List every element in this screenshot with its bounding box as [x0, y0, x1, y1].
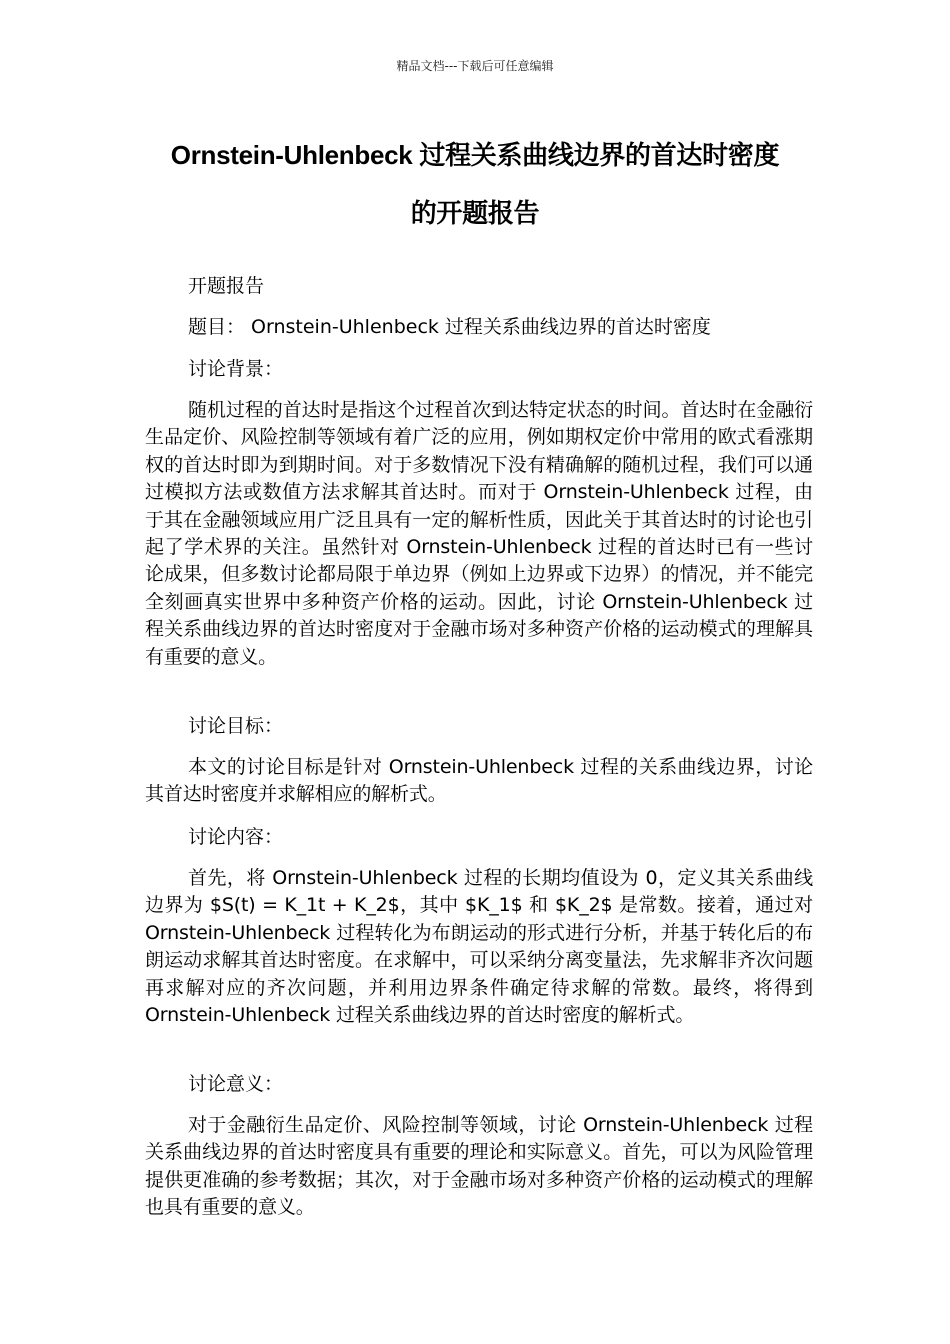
goal-heading: 讨论目标： — [188, 715, 284, 737]
background-paragraph: 随机过程的首达时是指这个过程首次到达特定状态的时间。首达时在金融衍生品定价、风险控制等领域有着广泛的应用，例如期权定价中常用的欧式看涨期权的首达时即为到期时间。对于多数情况下没有精确解的随机过程，我们可以通过模拟方法或数值方法求解其首达时。而对于 Ornstein-Uhlenbeck 过程，由于其在金融领域应用广泛且具有一定的解析性质，因此关于其首达时的讨论也引起了学术界的关注。虽然针对 Ornstein-Uhlenbeck 过程的首达时已有一些讨论成果，但多数讨论都局限于单边界（例如上边界或下边界）的情况，并不能完全刻画真实世界中多种资产价格的运动。因此，讨论 Ornstein-Uhlenbeck 过程关系曲线边界的首达时密度对于金融市场对多种资产价格的运动模式的理解具有重要的意义。 — [145, 399, 813, 668]
goal-paragraph: 本文的讨论目标是针对 Ornstein-Uhlenbeck 过程的关系曲线边界，讨论其首达时密度并求解相应的解析式。 — [145, 756, 813, 806]
document-title-line-1: Ornstein-Uhlenbeck 过程关系曲线边界的首达时密度 — [170, 140, 780, 170]
background-heading: 讨论背景： — [188, 358, 284, 380]
content-heading: 讨论内容： — [188, 826, 284, 848]
significance-heading: 讨论意义： — [188, 1073, 284, 1095]
topic-line: 题目： Ornstein-Uhlenbeck 过程关系曲线边界的首达时密度 — [188, 316, 711, 338]
report-label: 开题报告 — [188, 275, 265, 297]
significance-paragraph: 对于金融衍生品定价、风险控制等领域，讨论 Ornstein-Uhlenbeck 过程关系曲线边界的首达时密度具有重要的理论和实际意义。首先，可以为风险管理提供更准确的参考数据；其次，对于金融市场对多种资产价格的运动模式的理解也具有重要的意义。 — [145, 1114, 813, 1219]
page-header: 精品文档---下载后可任意编辑 — [396, 59, 554, 73]
content-paragraph: 首先，将 Ornstein-Uhlenbeck 过程的长期均值设为 0，定义其关系曲线边界为 $S(t) = K_1t + K_2$，其中 $K_1$ 和 $K_2$ 是常数。接着，通过对 Ornstein-Uhlenbeck 过程转化为布朗运动的形式进行分析，并基于转化后的布朗运动求解其首达时密度。在求解中，可以采纳分离变量法，先求解非齐次问题再求解对应的齐次问题，并利用边界条件确定待求解的常数。最终，将得到 Ornstein-Uhlenbeck 过程关系曲线边界的首达时密度的解析式。 — [145, 867, 813, 1027]
document-title-line-2: 的开题报告 — [410, 198, 540, 228]
